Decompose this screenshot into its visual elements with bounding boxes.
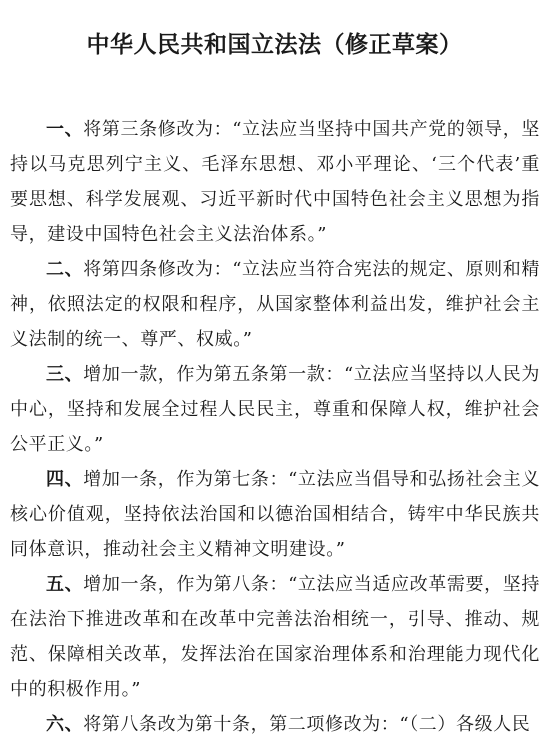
paragraph-2-text: 将第四条修改为：“立法应当符合宪法的规定、原则和精神，依照法定的权限和程序，从国家整体利益出发，维护社会主义法制的统一、尊严、权威。” <box>10 259 540 350</box>
document-title: 中华人民共和国立法法（修正草案） <box>86 32 463 58</box>
paragraph-4-text: 增加一条，作为第七条：“立法应当倡导和弘扬社会主义核心价值观，坚持依法治国和以德治国相结合，铸牢中华民族共同体意识，推动社会主义精神文明建设。” <box>10 469 540 560</box>
paragraph-4 <box>10 462 540 567</box>
paragraph-1-text: 将第三条修改为：“立法应当坚持中国共产党的领导，坚持以马克思列宁主义、毛泽东思想、邓小平理论、‘三个代表’重要思想、科学发展观、习近平新时代中国特色社会主义思想为指导，建设中国特色社会主义法治体系。” <box>10 119 540 245</box>
paragraph-3-text: 增加一款，作为第五条第一款：“立法应当坚持以人民为中心，坚持和发展全过程人民民主，尊重和保障人权，维护社会公平正义。” <box>10 364 540 455</box>
paragraph-3-number: 三、 <box>46 364 84 385</box>
paragraph-6 <box>10 707 540 742</box>
paragraph-2-number: 二、 <box>46 259 84 280</box>
document-body <box>10 112 540 742</box>
paragraph-5-number: 五、 <box>46 574 84 595</box>
paragraph-6-text: 将第八条改为第十条，第二项修改为：“（二）各级人民 <box>83 714 531 735</box>
paragraph-1 <box>10 112 540 252</box>
paragraph-3 <box>10 357 540 462</box>
paragraph-6-number: 六、 <box>46 714 84 735</box>
paragraph-4-number: 四、 <box>46 469 84 490</box>
paragraph-2 <box>10 252 540 357</box>
paragraph-1-number: 一、 <box>46 119 84 140</box>
paragraph-5-text: 增加一条，作为第八条：“立法应当适应改革需要，坚持在法治下推进改革和在改革中完善法治相统一，引导、推动、规范、保障相关改革，发挥法治在国家治理体系和治理能力现代化中的积极作用。” <box>10 574 540 700</box>
paragraph-5 <box>10 567 540 707</box>
